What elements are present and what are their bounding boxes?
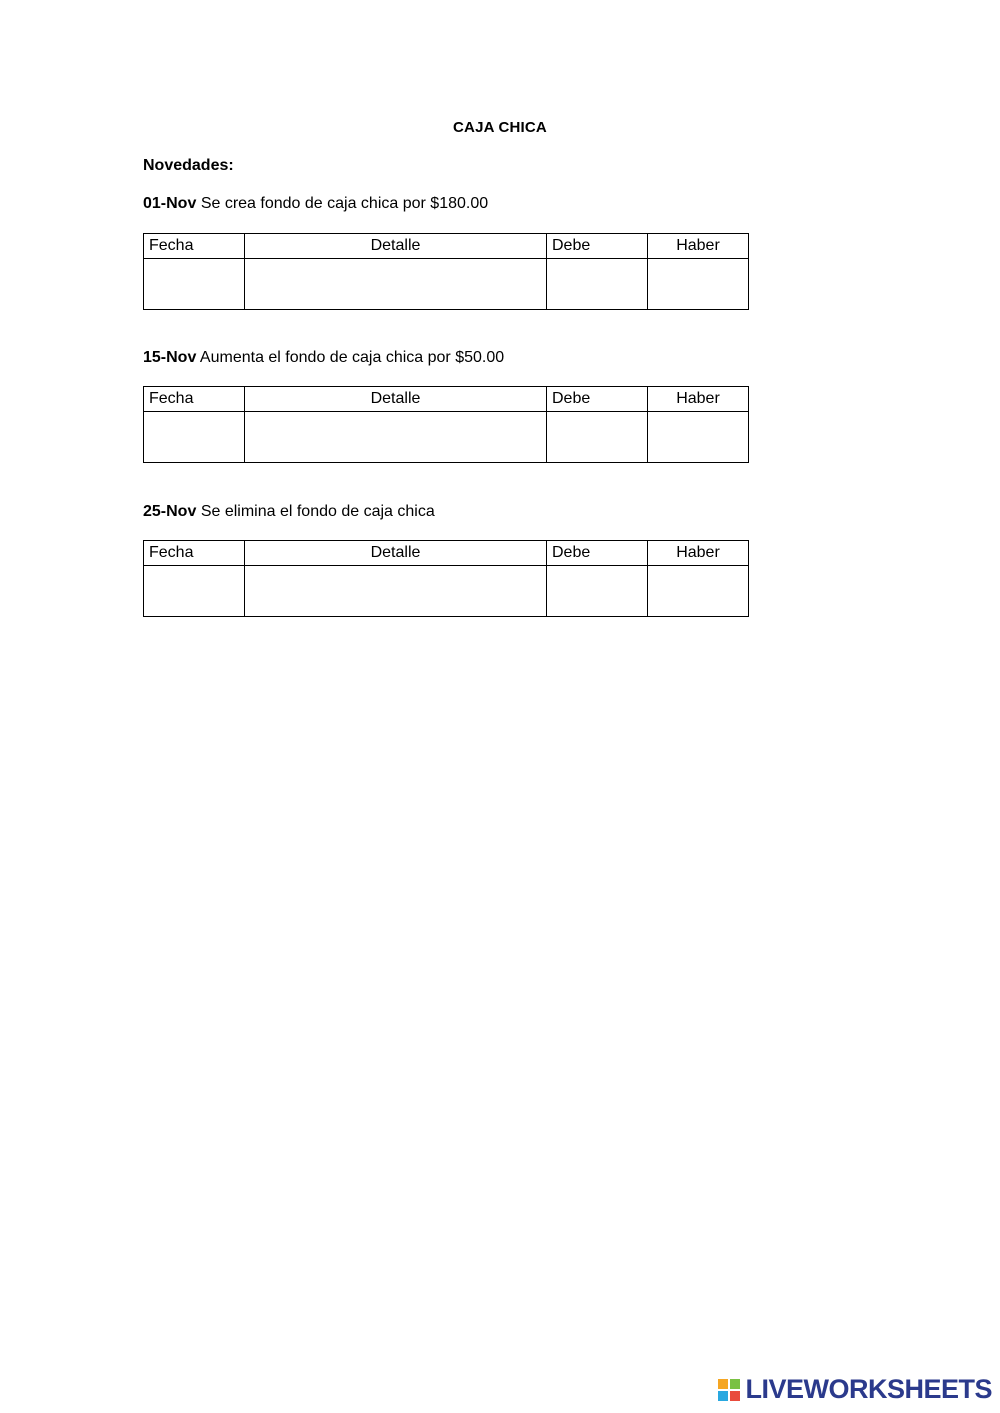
header-fecha: Fecha [144,387,245,412]
entry-description [143,195,488,213]
cell-haber[interactable] [648,566,749,617]
table-row [144,566,749,617]
entry-description [143,349,504,367]
entry-text: Aumenta el fondo de caja chica por $50.00 [199,349,505,366]
header-haber: Haber [648,541,749,566]
entry-date: 01-Nov [143,195,197,212]
header-debe: Debe [547,387,648,412]
entry-text: Se crea fondo de caja chica por $180.00 [200,195,489,212]
header-haber: Haber [648,387,749,412]
header-fecha: Fecha [144,234,245,259]
brand-watermark [717,1374,992,1405]
novedades-heading: Novedades: [143,157,234,174]
header-debe: Debe [547,541,648,566]
header-haber: Haber [648,234,749,259]
cell-detalle[interactable] [245,566,547,617]
cell-debe[interactable] [547,259,648,310]
header-detalle: Detalle [245,387,547,412]
page-title: CAJA CHICA [453,119,547,136]
cell-haber[interactable] [648,259,749,310]
entry-description [143,503,435,521]
journal-table [143,233,749,310]
header-fecha: Fecha [144,541,245,566]
cell-haber[interactable] [648,412,749,463]
entry-text: Se elimina el fondo de caja chica [200,503,435,520]
brand-name: LIVEWORKSHEETS [745,1374,992,1404]
cell-detalle[interactable] [245,412,547,463]
liveworksheets-logo-icon [717,1378,741,1402]
cell-fecha[interactable] [144,566,245,617]
table-header-row [144,387,749,412]
table-row [144,412,749,463]
entry-date: 25-Nov [143,503,197,520]
table-header-row [144,234,749,259]
cell-debe[interactable] [547,412,648,463]
journal-table [143,540,749,617]
header-debe: Debe [547,234,648,259]
cell-fecha[interactable] [144,412,245,463]
header-detalle: Detalle [245,541,547,566]
table-header-row [144,541,749,566]
cell-detalle[interactable] [245,259,547,310]
journal-table [143,386,749,463]
table-row [144,259,749,310]
cell-debe[interactable] [547,566,648,617]
header-detalle: Detalle [245,234,547,259]
cell-fecha[interactable] [144,259,245,310]
entry-date: 15-Nov [143,349,197,366]
